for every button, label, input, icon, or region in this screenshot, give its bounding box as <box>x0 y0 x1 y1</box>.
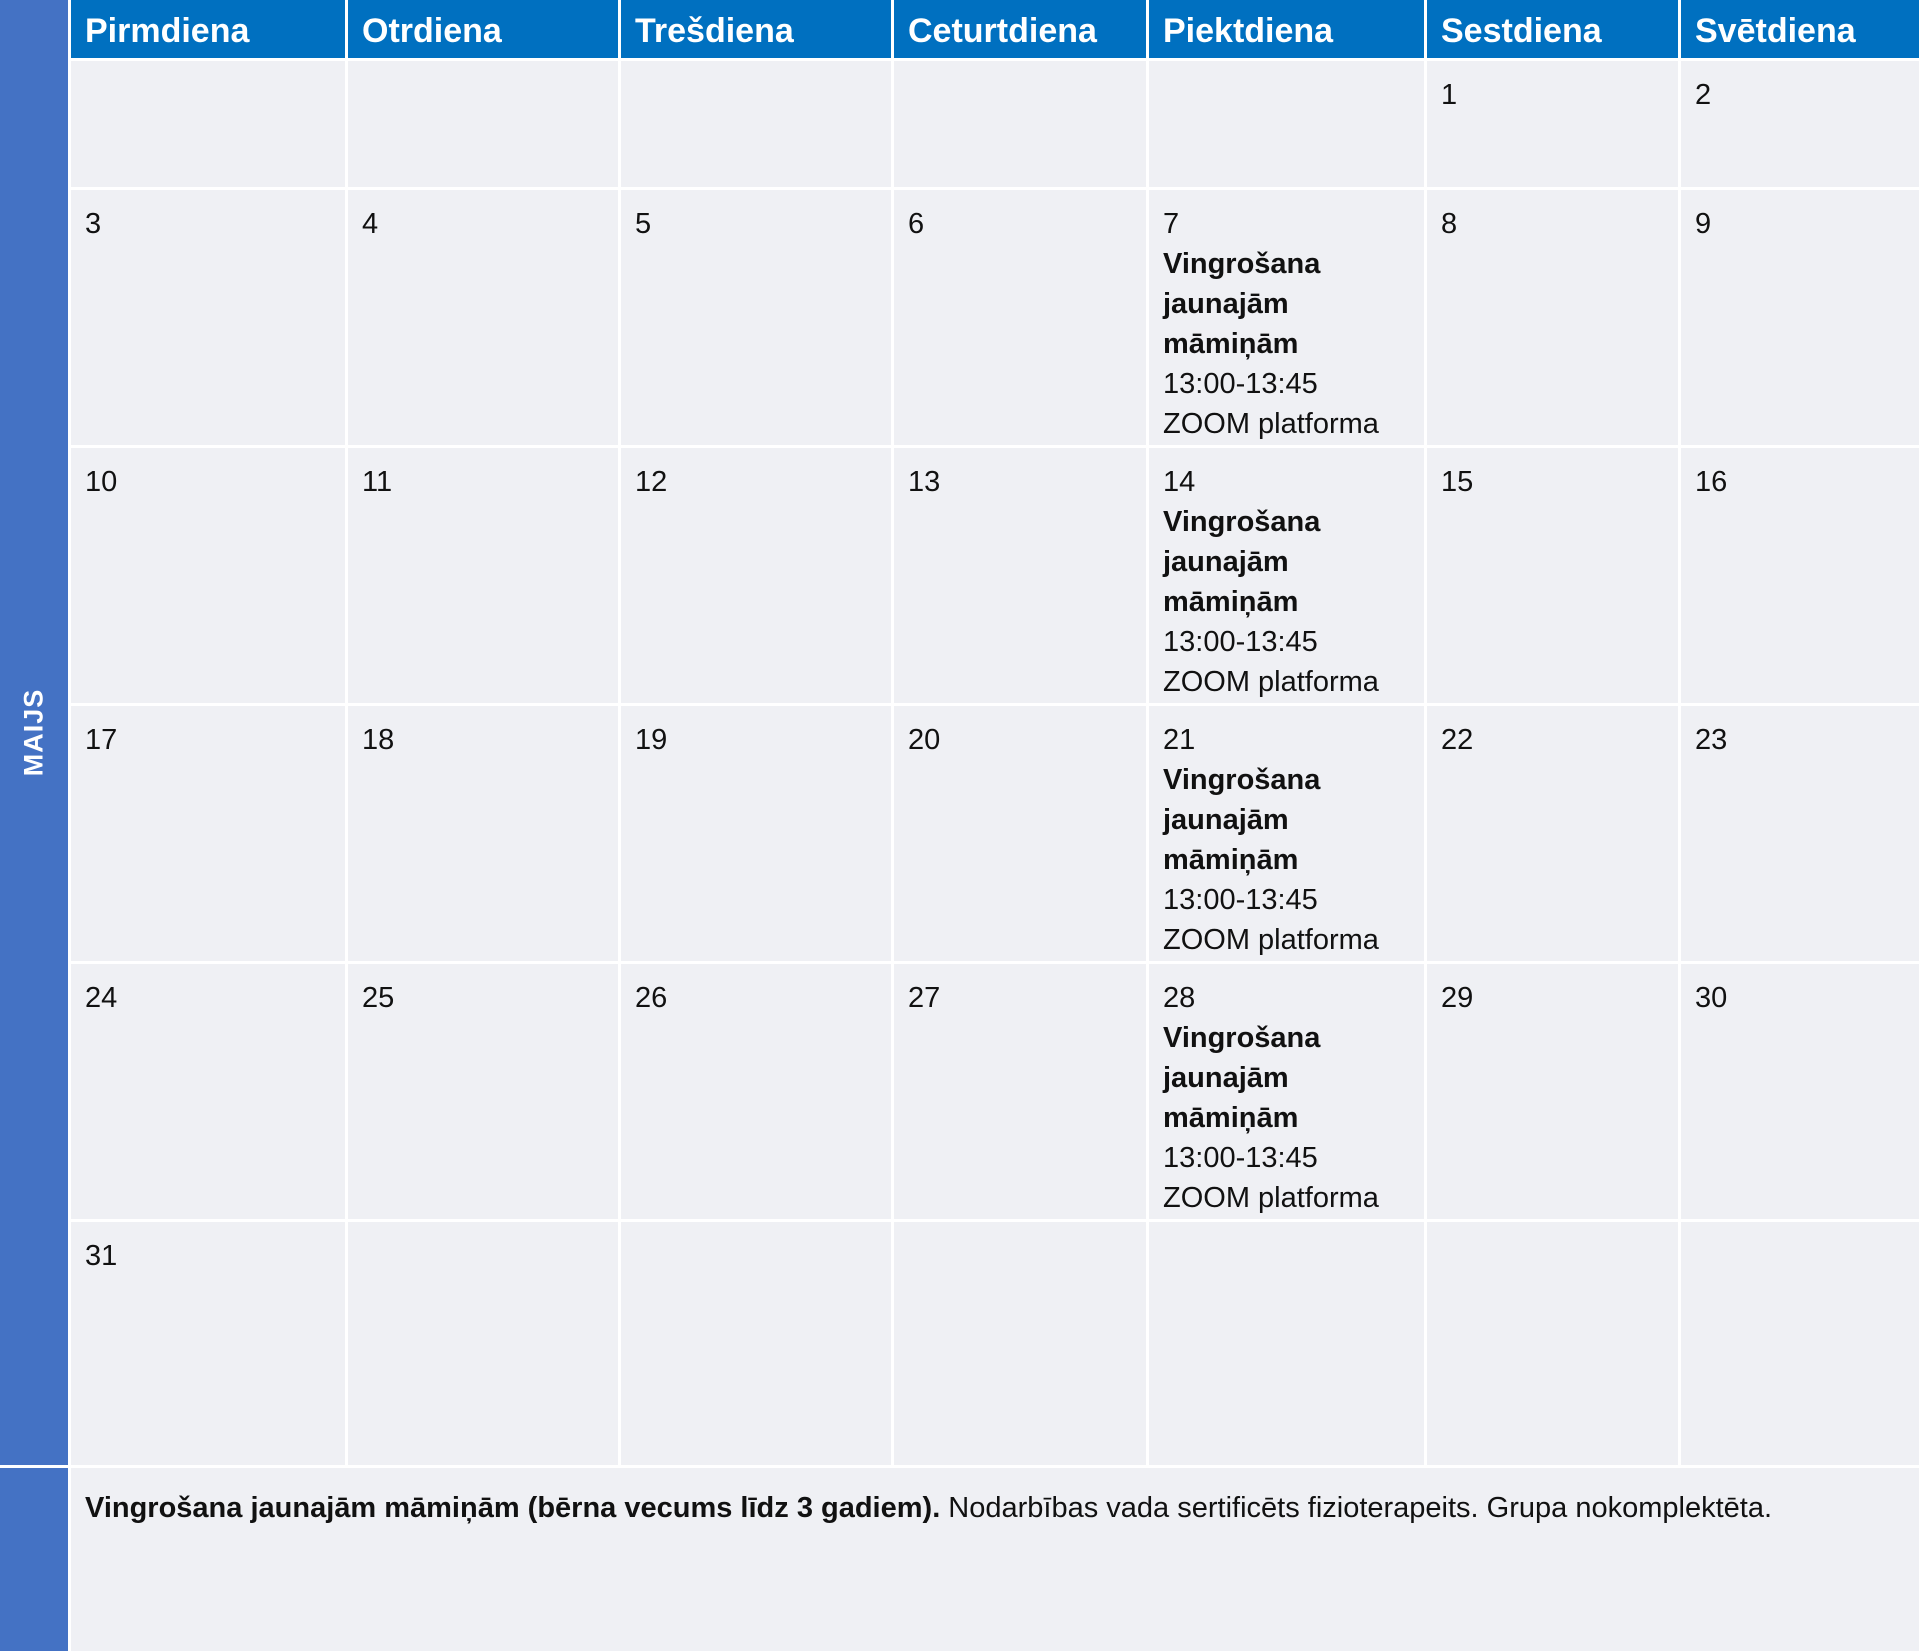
day-cell <box>1427 964 1678 1219</box>
event-title-line: Vingrošana <box>1163 764 1321 796</box>
day-cell <box>1427 1222 1678 1465</box>
day-cell <box>621 61 891 187</box>
day-cell <box>894 190 1146 445</box>
event-time: 13:00-13:45 <box>1163 368 1318 400</box>
footnote-bold: Vingrošana jaunajām māmiņām (bērna vecums līdz 3 gadiem). <box>85 1492 941 1524</box>
footnote-text: Nodarbības vada sertificēts fizioterapeits. Grupa nokomplektēta. <box>940 1492 1773 1524</box>
event-title-line: māmiņām <box>1163 328 1299 360</box>
day-cell <box>1149 1222 1424 1465</box>
day-cell <box>71 1222 345 1465</box>
event-title-line: Vingrošana <box>1163 506 1321 538</box>
day-cell <box>1149 964 1424 1219</box>
day-cell <box>348 448 618 703</box>
day-number: 23 <box>1695 724 1728 756</box>
day-cell <box>894 1222 1146 1465</box>
month-label: MAIJS <box>18 688 49 777</box>
day-number: 24 <box>85 982 118 1014</box>
day-number: 3 <box>85 208 102 240</box>
day-number: 19 <box>635 724 668 756</box>
day-number: 5 <box>635 208 652 240</box>
event-title-line: Vingrošana <box>1163 1022 1321 1054</box>
weekday-header-monday: Pirmdiena <box>71 0 345 58</box>
day-cell <box>348 61 618 187</box>
day-number: 15 <box>1441 466 1474 498</box>
event-place: ZOOM platforma <box>1163 408 1379 440</box>
day-cell <box>894 448 1146 703</box>
month-sidebar <box>0 0 68 1465</box>
day-number: 12 <box>635 466 668 498</box>
day-cell <box>1681 61 1919 187</box>
day-cell <box>1681 964 1919 1219</box>
day-number: 7 <box>1163 208 1180 240</box>
day-number: 2 <box>1695 79 1712 111</box>
day-number: 25 <box>362 982 395 1014</box>
day-number: 11 <box>362 466 393 498</box>
weekday-header-wednesday: Trešdiena <box>621 0 891 58</box>
day-number: 8 <box>1441 208 1458 240</box>
day-cell <box>1681 190 1919 445</box>
day-cell <box>894 964 1146 1219</box>
event-title-line: jaunajām <box>1163 1062 1289 1094</box>
weekday-header-tuesday: Otrdiena <box>348 0 618 58</box>
day-cell <box>1149 706 1424 961</box>
day-cell <box>894 706 1146 961</box>
weekday-header-friday: Piektdiena <box>1149 0 1424 58</box>
day-number: 1 <box>1441 79 1458 111</box>
day-number: 26 <box>635 982 668 1014</box>
event-title-line: jaunajām <box>1163 804 1289 836</box>
footnote-sidebar <box>0 1468 68 1651</box>
day-number: 29 <box>1441 982 1474 1014</box>
footnote <box>71 1468 1919 1651</box>
weekday-header-saturday: Sestdiena <box>1427 0 1678 58</box>
day-cell <box>71 964 345 1219</box>
event-title-line: māmiņām <box>1163 844 1299 876</box>
day-number: 16 <box>1695 466 1728 498</box>
day-cell <box>1427 448 1678 703</box>
day-cell <box>1427 61 1678 187</box>
event-title-line: māmiņām <box>1163 1102 1299 1134</box>
day-cell <box>348 706 618 961</box>
day-number: 4 <box>362 208 379 240</box>
day-cell <box>1149 448 1424 703</box>
day-cell <box>1427 706 1678 961</box>
day-cell <box>1681 1222 1919 1465</box>
day-cell <box>1681 706 1919 961</box>
day-cell <box>621 964 891 1219</box>
event-time: 13:00-13:45 <box>1163 884 1318 916</box>
day-number: 10 <box>85 466 118 498</box>
event-title-line: māmiņām <box>1163 586 1299 618</box>
day-cell <box>1427 190 1678 445</box>
day-number: 17 <box>85 724 118 756</box>
day-number: 9 <box>1695 208 1712 240</box>
day-number: 14 <box>1163 466 1196 498</box>
day-number: 18 <box>362 724 395 756</box>
day-cell <box>71 448 345 703</box>
day-number: 31 <box>85 1240 118 1272</box>
day-cell <box>348 1222 618 1465</box>
weekday-header-sunday: Svētdiena <box>1681 0 1919 58</box>
day-cell <box>621 190 891 445</box>
day-number: 28 <box>1163 982 1196 1014</box>
event-time: 13:00-13:45 <box>1163 1142 1318 1174</box>
day-number: 27 <box>908 982 941 1014</box>
day-cell <box>348 190 618 445</box>
day-cell <box>621 1222 891 1465</box>
day-number: 22 <box>1441 724 1474 756</box>
day-cell <box>1149 190 1424 445</box>
weekday-header-thursday: Ceturtdiena <box>894 0 1146 58</box>
day-cell <box>1149 61 1424 187</box>
day-cell <box>894 61 1146 187</box>
day-cell <box>1681 448 1919 703</box>
day-cell <box>348 964 618 1219</box>
event-place: ZOOM platforma <box>1163 666 1379 698</box>
event-place: ZOOM platforma <box>1163 924 1379 956</box>
day-number: 21 <box>1163 724 1196 756</box>
day-number: 13 <box>908 466 941 498</box>
day-cell <box>71 61 345 187</box>
event-place: ZOOM platforma <box>1163 1182 1379 1214</box>
day-number: 20 <box>908 724 941 756</box>
event-title-line: jaunajām <box>1163 546 1289 578</box>
day-cell <box>621 448 891 703</box>
event-time: 13:00-13:45 <box>1163 626 1318 658</box>
event-title-line: Vingrošana <box>1163 248 1321 280</box>
day-number: 30 <box>1695 982 1728 1014</box>
day-cell <box>71 190 345 445</box>
event-title-line: jaunajām <box>1163 288 1289 320</box>
day-cell <box>621 706 891 961</box>
day-cell <box>71 706 345 961</box>
day-number: 6 <box>908 208 925 240</box>
